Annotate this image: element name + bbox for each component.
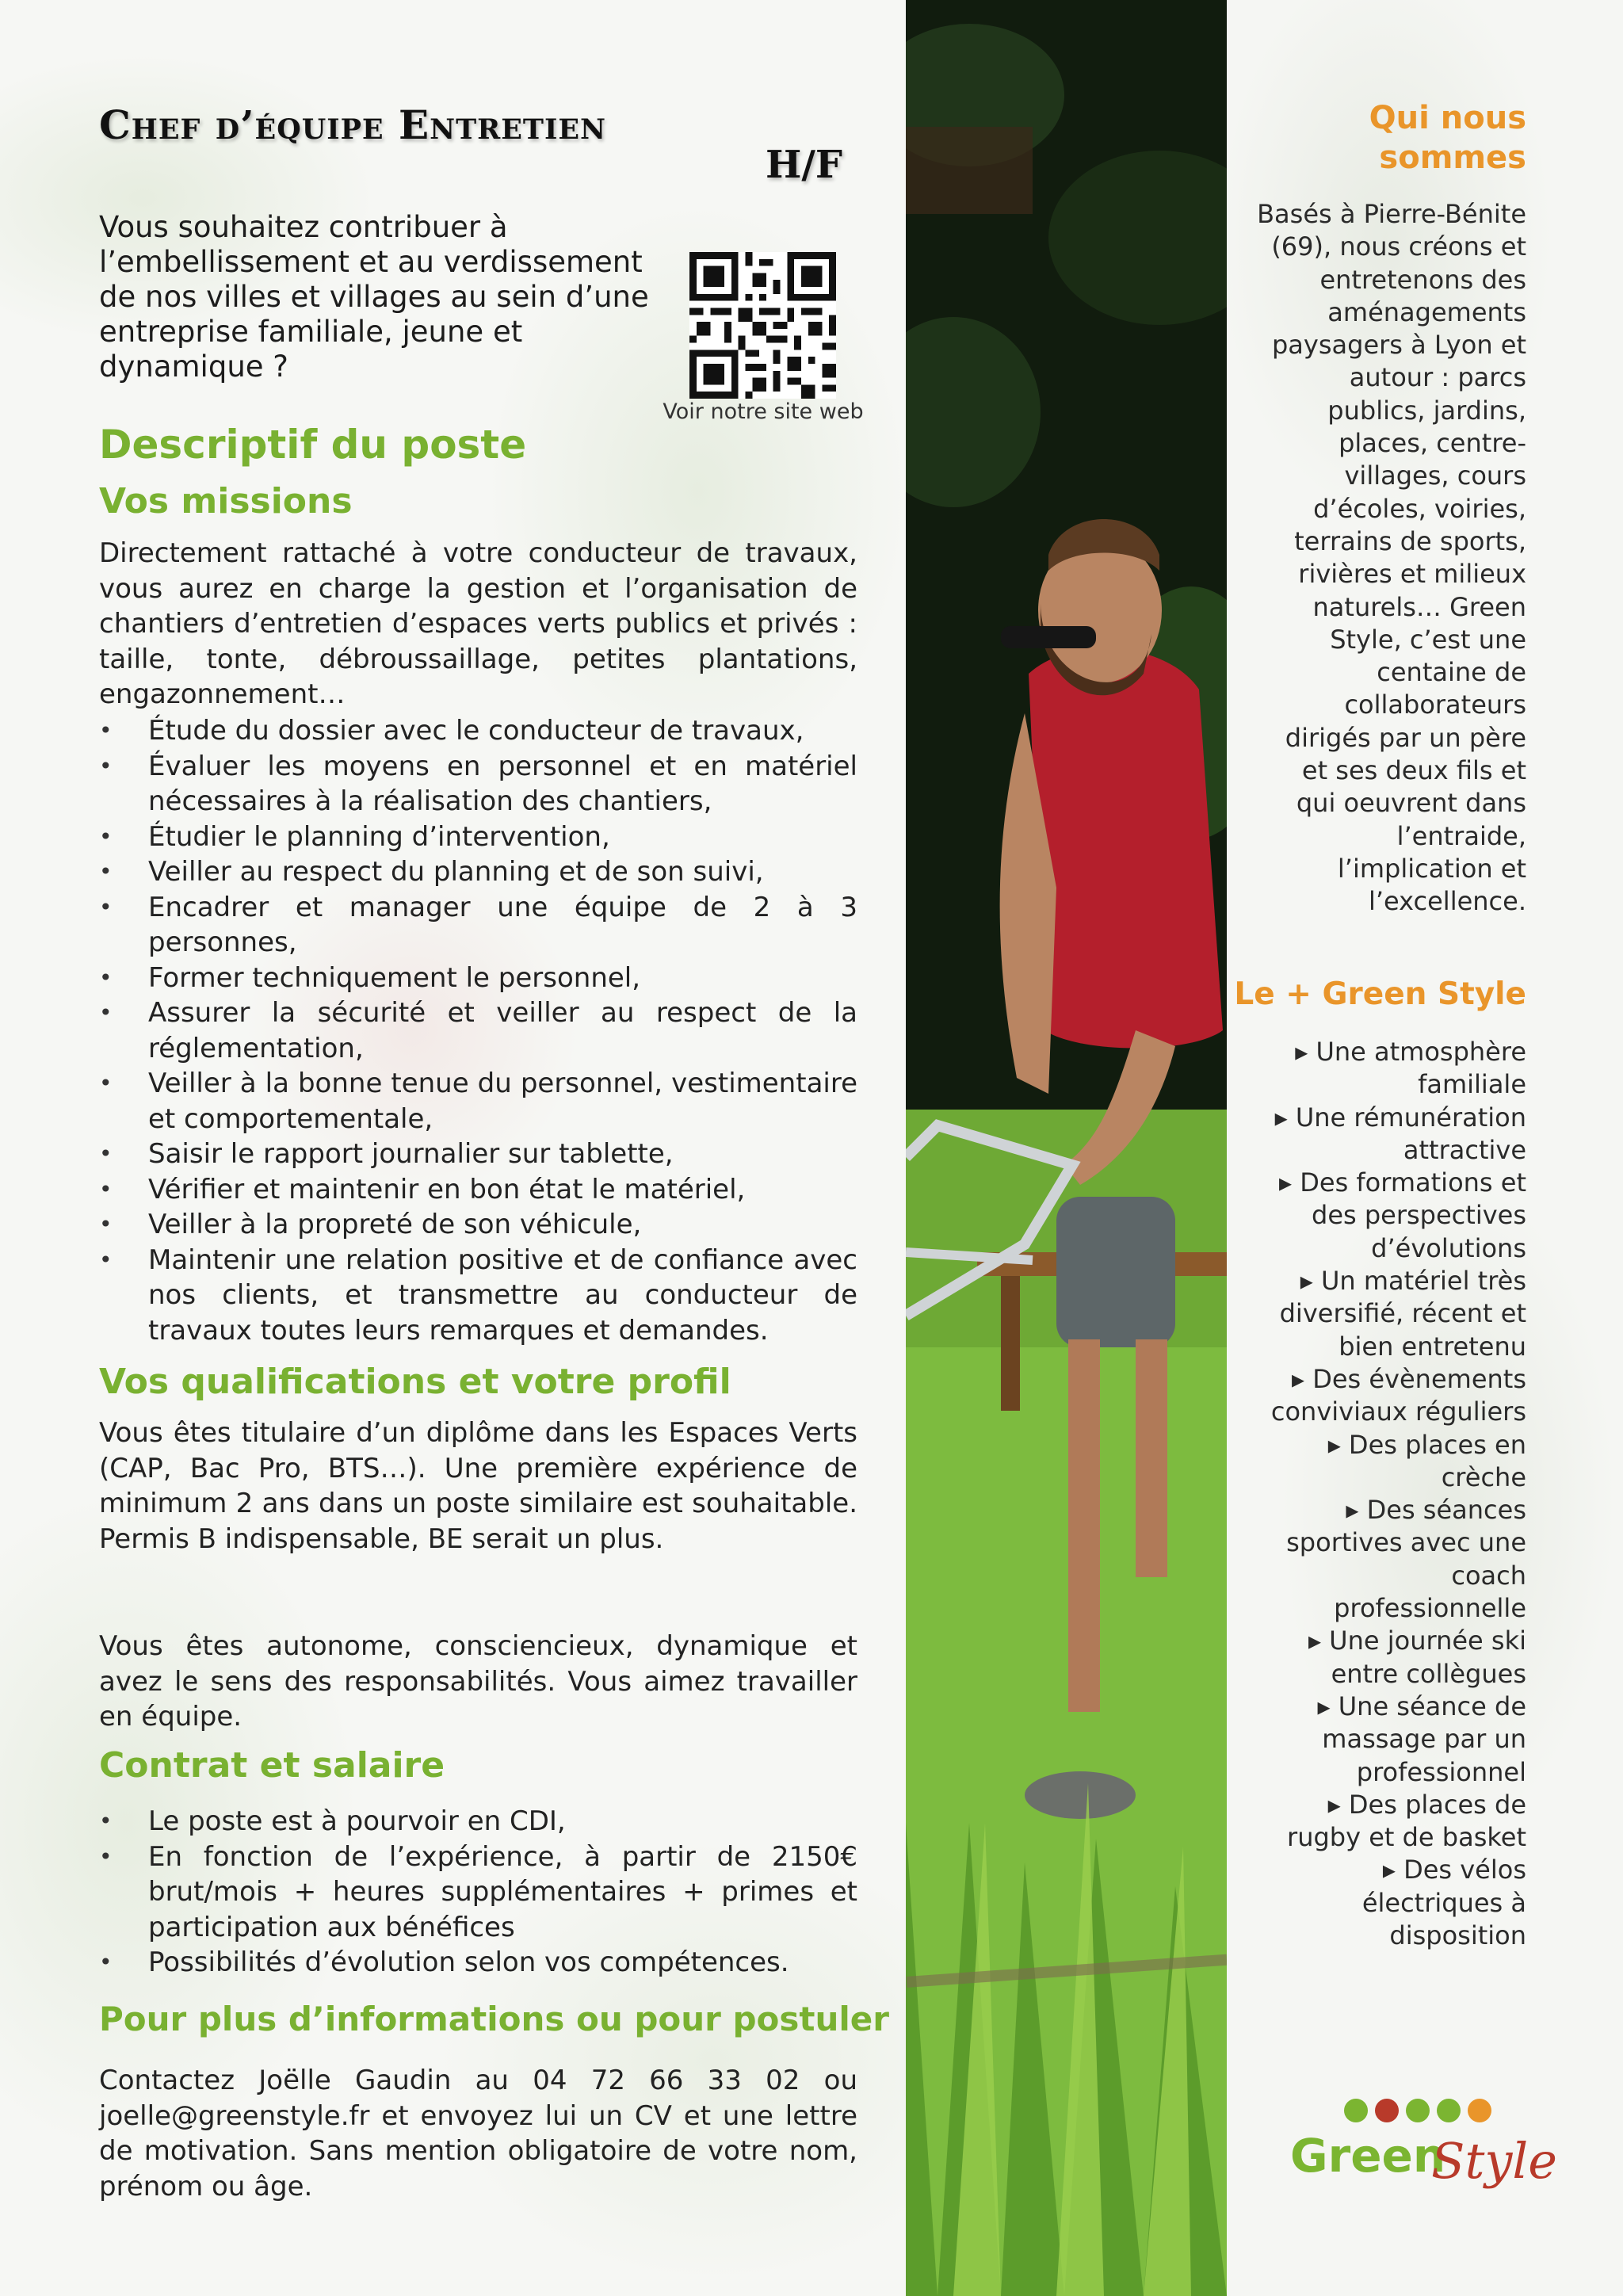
list-item: • Encadrer et manager une équipe de 2 à 3 personnes, (99, 890, 857, 961)
qr-code-icon[interactable] (689, 252, 836, 399)
logo-dot (1437, 2099, 1461, 2122)
list-item: ▸ Des séances sportives avec une coach professionnelle (1286, 1495, 1526, 1624)
list-item: • Le poste est à pourvoir en CDI, (99, 1804, 857, 1839)
section-heading-profil: Vos qualifications et votre profil (99, 1362, 731, 1402)
logo-word-green: Green (1290, 2129, 1446, 2183)
list-item: • Former techniquement le personnel, (99, 961, 857, 996)
missions-intro: Directement rattaché à votre conducteur de travaux, vous aurez en charge la gestion et l’organisation de chantiers d’entretien d’espaces verts publics et privés : taille, tonte, débroussaillage, petites plantations, engazonnement… (99, 537, 857, 710)
about-heading: Qui nous sommes (1369, 100, 1526, 176)
section-heading-contrat: Contrat et salaire (99, 1745, 445, 1786)
contrat-list (99, 1804, 857, 1981)
section-heading-missions: Vos missions (99, 481, 353, 521)
list-item: • Veiller à la bonne tenue du personnel, vestimentaire et comportementale, (99, 1066, 857, 1137)
list-item: • Maintenir une relation positive et de confiance avec nos clients, et transmettre au conducteur de travaux toutes leurs remarques et demandes. (99, 1243, 857, 1349)
missions-list (99, 713, 857, 1348)
list-item: • Veiller à la propreté de son véhicule, (99, 1207, 857, 1243)
list-item: ▸ Une séance de massage par un professionnel (1317, 1690, 1526, 1787)
list-item: • Possibilités d’évolution selon vos compétences. (99, 1945, 857, 1981)
logo-dot (1375, 2099, 1399, 2122)
section-heading-descriptif: Descriptif du poste (99, 422, 527, 468)
profil-paragraph-1: Vous êtes titulaire d’un diplôme dans les Espaces Verts (CAP, Bac Pro, BTS…). Une première expérience de minimum 2 ans dans un poste similaire est souhaitable. Permis B indispensable, BE serait un plus. (99, 1417, 857, 1555)
intro-text: Vous souhaitez contribuer à l’embellissement et au verdissement de nos villes et villages au sein d’une entreprise familiale, jeune et dynamique ? (99, 210, 649, 384)
job-title-suffix: H/F (766, 143, 842, 187)
list-item: • Vérifier et maintenir en bon état le matériel, (99, 1172, 857, 1208)
list-item: ▸ Une rémunération attractive (1274, 1102, 1526, 1165)
list-item: ▸ Une atmosphère familiale (1295, 1037, 1526, 1100)
list-item: ▸ Des vélos électriques à disposition (1361, 1855, 1526, 1951)
list-item: • Évaluer les moyens en personnel et en matériel nécessaires à la réalisation des chantiers, (99, 749, 857, 819)
about-text: Basés à Pierre-Bénite (69), nous créons et entretenons des aménagements paysagers à Lyon et autour : parcs publics, jardins, places, centre-villages, cours d’écoles, voiries, terrains de sports, rivières et milieux naturels… Green Style, c’est une centaine de collaborateurs dirigés par un père et ses deux fils et qui oeuvrent dans l’entraide, l’implication et l’excellence. (1257, 199, 1526, 917)
list-item: • Étude du dossier avec le conducteur de travaux, (99, 713, 857, 749)
list-item: • Veiller au respect du planning et de son suivi, (99, 854, 857, 890)
perks-heading: Le + Green Style (1234, 976, 1526, 1012)
logo-dot (1406, 2099, 1430, 2122)
logo-dots (1344, 2099, 1491, 2122)
list-item: • En fonction de l’expérience, à partir de 2150€ brut/mois + heures supplémentaires + primes et participation aux bénéfices (99, 1839, 857, 1946)
job-title: Chef d’équipe Entretien (99, 101, 607, 148)
perks-list (1257, 1036, 1526, 1952)
section-heading-contact: Pour plus d’informations ou pour postuler (99, 2000, 889, 2038)
logo-dot (1344, 2099, 1368, 2122)
list-item: ▸ Une journée ski entre collègues (1308, 1626, 1526, 1689)
list-item: • Étudier le planning d’intervention, (99, 819, 857, 855)
list-item: ▸ Un matériel très diversifié, récent et bien entretenu (1279, 1266, 1526, 1362)
greenstyle-logo (1290, 2099, 1557, 2202)
photo-illustration (906, 0, 1227, 2296)
profil-paragraph-2: Vous êtes autonome, consciencieux, dynamique et avez le sens des responsabilités. Vous aimez travailler en équipe. (99, 1630, 857, 1733)
qr-caption: Voir notre site web (663, 399, 864, 424)
list-item: • Saisir le rapport journalier sur tablette, (99, 1137, 857, 1172)
logo-dot (1468, 2099, 1491, 2122)
logo-word-style: Style (1431, 2132, 1557, 2190)
list-item: ▸ Des places en crèche (1327, 1429, 1526, 1492)
list-item: ▸ Des formations et des perspectives d’évolutions (1279, 1167, 1526, 1263)
list-item: • Assurer la sécurité et veiller au respect de la réglementation, (99, 995, 857, 1066)
list-item: ▸ Des évènements conviviaux réguliers (1270, 1363, 1526, 1427)
list-item: ▸ Des places de rugby et de basket (1287, 1789, 1526, 1853)
contact-text: Contactez Joëlle Gaudin au 04 72 66 33 02 ou joelle@greenstyle.fr et envoyez lui un CV et une lettre de motivation. Sans mention obligatoire de votre nom, prénom ou âge. (99, 2065, 857, 2202)
gardener-photo (906, 0, 1227, 2296)
